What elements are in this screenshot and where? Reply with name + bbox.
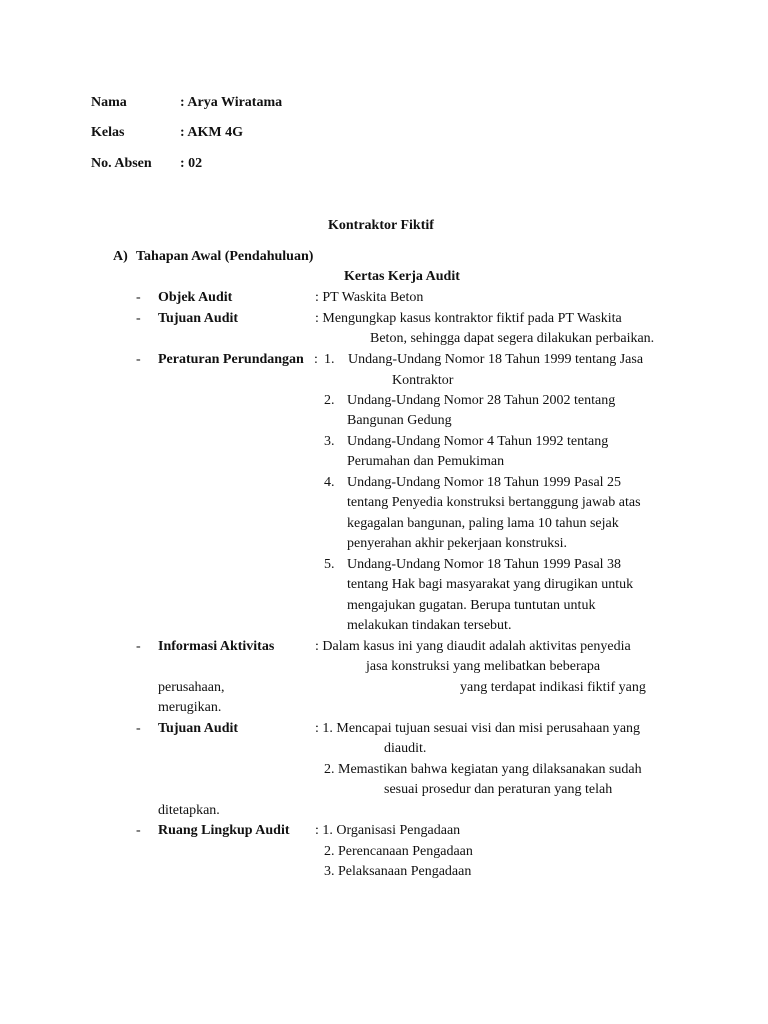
kka-title: Kertas Kerja Audit: [344, 269, 460, 284]
informasi-line: merugikan.: [158, 700, 222, 715]
name-value: : Arya Wiratama: [180, 95, 283, 110]
law-number: 1.: [324, 352, 335, 367]
law-line: Undang-Undang Nomor 28 Tahun 2002 tentang: [347, 393, 616, 408]
ruang-item: 3. Pelaksanaan Pengadaan: [324, 864, 472, 879]
bullet-dash: -: [136, 823, 141, 838]
tujuan-label: Tujuan Audit: [158, 311, 239, 326]
informasi-label: Informasi Aktivitas: [158, 639, 275, 654]
law-line: penyerahan akhir pekerjaan konstruksi.: [347, 536, 568, 551]
law-line: mengajukan gugatan. Berupa tuntutan untuk: [347, 598, 596, 613]
law-line: Bangunan Gedung: [347, 413, 452, 428]
law-line: tentang Penyedia konstruksi bertanggung jawab atas: [347, 495, 641, 510]
law-line: melakukan tindakan tersebut.: [347, 618, 512, 633]
name-label: Nama: [91, 95, 127, 110]
law-number: 3.: [324, 434, 335, 449]
informasi-line: : Dalam kasus ini yang diaudit adalah aktivitas penyedia: [315, 639, 631, 654]
tujuan-line: sesuai prosedur dan peraturan yang telah: [384, 782, 613, 797]
bullet-dash: -: [136, 311, 141, 326]
law-number: 5.: [324, 557, 335, 572]
law-line: Kontraktor: [392, 373, 454, 388]
ruang-item: : 1. Organisasi Pengadaan: [315, 823, 461, 838]
tujuan-line: : 1. Mencapai tujuan sesuai visi dan misi perusahaan yang: [315, 721, 641, 736]
peraturan-colon: :: [314, 352, 318, 367]
law-line: kegagalan bangunan, paling lama 10 tahun sejak: [347, 516, 619, 531]
class-value: : AKM 4G: [180, 125, 243, 140]
informasi-line: perusahaan,: [158, 680, 225, 695]
absen-value: : 02: [180, 156, 203, 171]
law-line: Undang-Undang Nomor 18 Tahun 1999 Pasal 25: [347, 475, 622, 490]
tujuan-line: 2. Memastikan bahwa kegiatan yang dilaksanakan sudah: [324, 762, 642, 777]
ruang-item: 2. Perencanaan Pengadaan: [324, 844, 473, 859]
bullet-dash: -: [136, 290, 141, 305]
law-line: Perumahan dan Pemukiman: [347, 454, 505, 469]
law-line: tentang Hak bagi masyarakat yang dirugikan untuk: [347, 577, 634, 592]
bullet-dash: -: [136, 352, 141, 367]
law-line: Undang-Undang Nomor 18 Tahun 1999 Pasal 38: [347, 557, 622, 572]
tujuan-line: : Mengungkap kasus kontraktor fiktif pada PT Waskita: [315, 311, 622, 326]
bullet-dash: -: [136, 721, 141, 736]
objek-value: : PT Waskita Beton: [315, 290, 424, 305]
law-line: Undang-Undang Nomor 4 Tahun 1992 tentang: [347, 434, 609, 449]
law-line: Undang-Undang Nomor 18 Tahun 1999 tentang Jasa: [348, 352, 644, 367]
absen-label: No. Absen: [91, 156, 152, 171]
section-marker: A): [113, 249, 128, 264]
informasi-line: yang terdapat indikasi fiktif yang: [460, 680, 646, 695]
tujuan-label: Tujuan Audit: [158, 721, 239, 736]
section-heading: Tahapan Awal (Pendahuluan): [136, 249, 314, 264]
law-number: 4.: [324, 475, 335, 490]
informasi-line: jasa konstruksi yang melibatkan beberapa: [366, 659, 601, 674]
ruang-label: Ruang Lingkup Audit: [158, 823, 290, 838]
peraturan-label: Peraturan Perundangan: [158, 352, 304, 367]
tujuan-line: diaudit.: [384, 741, 427, 756]
objek-label: Objek Audit: [158, 290, 233, 305]
tujuan-line: ditetapkan.: [158, 803, 220, 818]
tujuan-line: Beton, sehingga dapat segera dilakukan perbaikan.: [370, 331, 655, 346]
class-label: Kelas: [91, 125, 125, 140]
law-number: 2.: [324, 393, 335, 408]
bullet-dash: -: [136, 639, 141, 654]
document-title: Kontraktor Fiktif: [328, 218, 434, 233]
